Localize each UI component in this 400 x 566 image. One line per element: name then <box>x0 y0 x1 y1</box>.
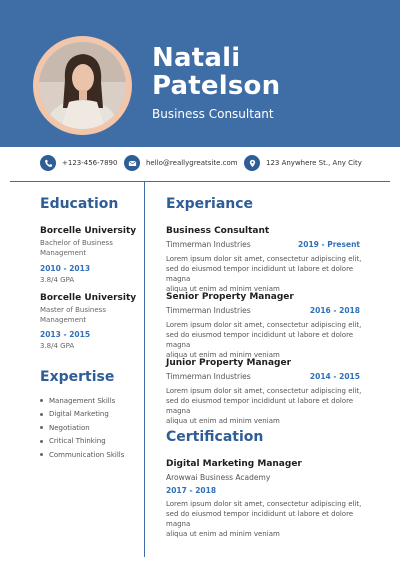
description-line: aliqua ut enim ad minim veniam <box>166 285 280 293</box>
contact-address <box>244 155 362 171</box>
certification-issuer: Arowwai Business Academy <box>166 473 271 482</box>
horizontal-divider <box>10 181 390 182</box>
last-name: Patelson <box>152 71 281 101</box>
certification-heading: Certification <box>166 429 264 445</box>
contact-bar <box>0 147 400 182</box>
description-line: Lorem ipsum dolor sit amet, consectetur adipiscing elit, <box>166 500 362 508</box>
education-gpa: 3.8/4 GPA <box>40 276 75 284</box>
education-school: Borcelle University <box>40 226 137 236</box>
experience-company: Timmerman Industries <box>166 372 251 381</box>
description-line: sed do eiusmod tempor incididunt ut labore et dolore magna <box>166 510 354 528</box>
description-line: aliqua ut enim ad minim veniam <box>166 417 280 425</box>
experience-dates: 2016 - 2018 <box>309 306 360 315</box>
profile-photo <box>39 42 126 129</box>
education-degree <box>40 239 113 258</box>
first-name: Natali <box>152 43 241 73</box>
skill-item: Negotiation <box>40 421 124 435</box>
education-years: 2013 - 2015 <box>40 330 91 339</box>
description-line: aliqua ut enim ad minim veniam <box>166 530 280 538</box>
education-years: 2010 - 2013 <box>40 264 91 273</box>
experience-description <box>166 254 364 294</box>
column-divider <box>144 181 145 557</box>
skill-item: Critical Thinking <box>40 435 124 449</box>
education-gpa: 3.8/4 GPA <box>40 342 75 350</box>
skill-item: Communication Skills <box>40 448 124 462</box>
certification-name: Digital Marketing Manager <box>166 459 302 469</box>
resume-header <box>0 0 400 147</box>
candidate-name <box>152 44 280 100</box>
phone-icon <box>40 155 56 171</box>
experience-role: Junior Property Manager <box>166 358 292 368</box>
expertise-heading: Expertise <box>40 369 115 385</box>
experience-heading: Experiance <box>166 196 254 212</box>
experience-dates: 2019 - Present <box>298 240 360 249</box>
description-line: Lorem ipsum dolor sit amet, consectetur adipiscing elit, <box>166 255 362 263</box>
experience-description <box>166 386 364 426</box>
skill-item: Digital Marketing <box>40 408 124 422</box>
experience-role: Senior Property Manager <box>166 292 294 302</box>
phone-number[interactable]: +123-456-7890 <box>62 159 118 167</box>
degree-line: Management <box>40 315 87 324</box>
skills-list <box>40 394 124 462</box>
experience-company: Timmerman Industries <box>166 240 251 249</box>
degree-line: Management <box>40 248 87 257</box>
location-pin-icon <box>244 155 260 171</box>
address-text: 123 Anywhere St., Any City <box>266 159 362 167</box>
email-icon <box>124 155 140 171</box>
experience-company: Timmerman Industries <box>166 306 251 315</box>
skill-item: Management Skills <box>40 394 124 408</box>
certification-description <box>166 499 364 539</box>
description-line: sed do eiusmod tempor incididunt ut labore et dolore magna <box>166 331 354 349</box>
degree-line: Bachelor of Business <box>40 239 113 247</box>
contact-phone <box>40 155 117 171</box>
email-address[interactable]: hello@reallygreatsite.com <box>146 159 238 167</box>
description-line: sed do eiusmod tempor incididunt ut labore et dolore magna <box>166 397 354 415</box>
education-school: Borcelle University <box>40 293 137 303</box>
education-degree <box>40 306 106 325</box>
contact-email <box>124 155 238 171</box>
description-line: sed do eiusmod tempor incididunt ut labore et dolore magna <box>166 265 354 283</box>
certification-dates: 2017 - 2018 <box>166 486 217 495</box>
description-line: Lorem ipsum dolor sit amet, consectetur adipiscing elit, <box>166 321 362 329</box>
education-heading: Education <box>40 196 119 212</box>
experience-dates: 2014 - 2015 <box>309 372 360 381</box>
degree-line: Master of Business <box>40 306 106 314</box>
profile-photo-frame <box>33 36 132 135</box>
job-title: Business Consultant <box>152 107 274 121</box>
experience-role: Business Consultant <box>166 226 270 236</box>
description-line: aliqua ut enim ad minim veniam <box>166 351 280 359</box>
description-line: Lorem ipsum dolor sit amet, consectetur adipiscing elit, <box>166 387 362 395</box>
experience-description <box>166 320 364 360</box>
